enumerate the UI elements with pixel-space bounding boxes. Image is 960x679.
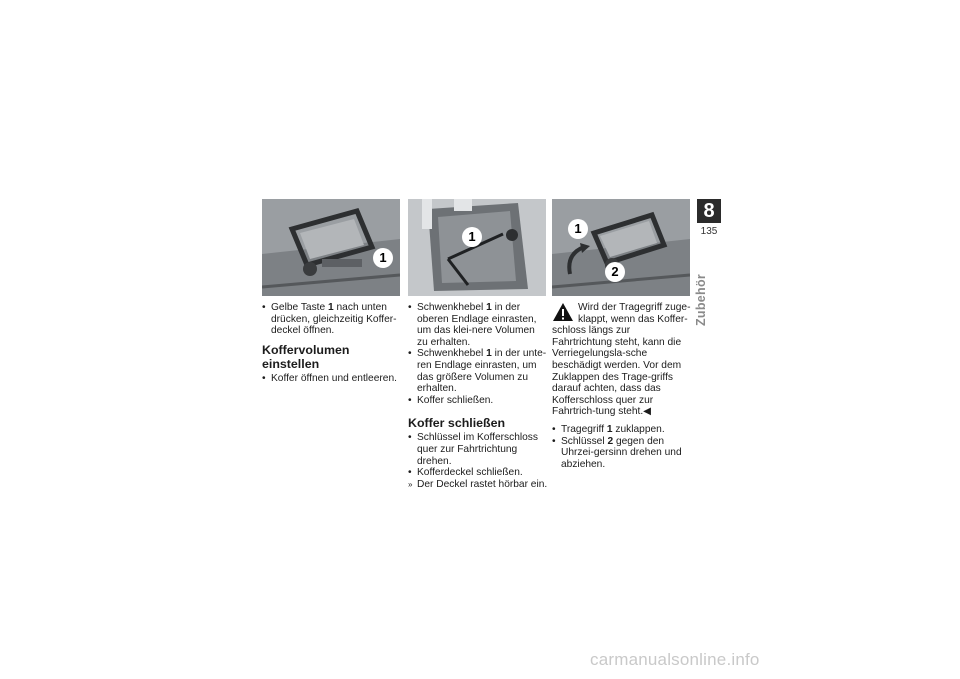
- result-item: » Der Deckel rastet hörbar ein.: [408, 478, 548, 490]
- list-item: • Schwenkhebel 1 in der unte-ren Endlage einrasten, um das größere Volumen zu erhalten.: [408, 348, 547, 395]
- case-handle-key-illustration: [552, 199, 690, 296]
- list-item: • Schwenkhebel 1 in der oberen Endlage einrasten, um das klei-nere Volumen zu erhalten.: [408, 302, 537, 348]
- bullet-icon: •: [408, 394, 412, 406]
- bullet-icon: •: [408, 467, 412, 479]
- list-item: • Tragegriff 1 zuklappen.: [552, 423, 665, 435]
- callout-1: 1: [568, 219, 588, 239]
- section-heading: Koffer schließen: [408, 416, 506, 431]
- list-item: • Schlüssel im Kofferschloss quer zur Fahrtrichtung drehen.: [408, 432, 538, 467]
- bullet-icon: •: [408, 302, 412, 313]
- bullet-icon: •: [262, 302, 266, 313]
- photo-press-button: [262, 199, 400, 296]
- column-2: [408, 302, 548, 490]
- section-heading: Koffervolumen einstellen: [262, 342, 350, 371]
- column-1: [262, 302, 402, 384]
- result-arrow-icon: »: [408, 479, 413, 489]
- bullet-icon: •: [552, 435, 556, 447]
- callout-2: 2: [605, 262, 625, 282]
- bullet-icon: •: [408, 348, 412, 360]
- bullet-icon: •: [552, 423, 556, 435]
- bullet-icon: •: [262, 372, 266, 384]
- list-item: • Koffer schließen.: [408, 394, 494, 406]
- footer-watermark: carmanualsonline.info: [590, 650, 760, 669]
- list-item: • Gelbe Taste 1 nach unten drücken, gleichzeitig Koffer-deckel öffnen.: [262, 302, 397, 337]
- list-item: • Schlüssel 2 gegen den Uhrzei-gersinn drehen und abziehen.: [552, 435, 682, 470]
- chapter-side-label: Zubehör: [694, 273, 708, 327]
- chapter-number: 8: [697, 199, 721, 223]
- warning-triangle-icon: [552, 302, 574, 322]
- callout-1: 1: [462, 227, 482, 247]
- column-3: [552, 302, 692, 470]
- case-interior-illustration: [408, 199, 546, 296]
- callout-1: 1: [373, 248, 393, 268]
- page-number: 135: [700, 226, 718, 237]
- warning-note: Wird der Tragegriff zuge-klappt, wenn das Koffer-schloss längs zur Fahrtrichtung steht, kann die Verriegelungsla-sche beschädigt werden. Vor dem Zuklappen des Trage-griffs darauf achten, dass das Kofferschloss quer zur Fahrtrich-tung steht.◀: [552, 302, 691, 418]
- photo-swivel-lever: [408, 199, 546, 296]
- list-item: • Koffer öffnen und entleeren.: [262, 372, 397, 384]
- bullet-icon: •: [408, 432, 412, 444]
- list-item: • Kofferdeckel schließen.: [408, 467, 523, 479]
- photo-handle-key: [552, 199, 690, 296]
